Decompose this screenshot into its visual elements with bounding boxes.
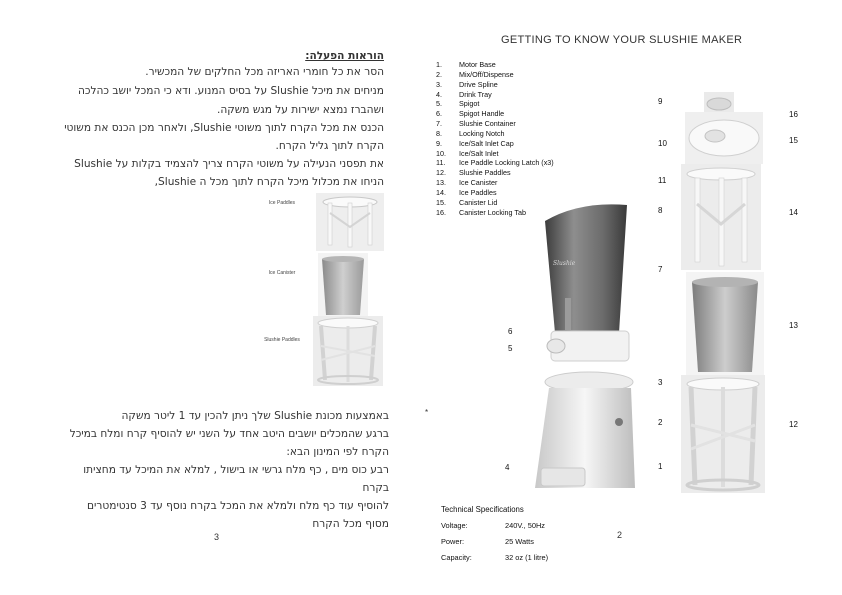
- page-number-left: 3: [214, 532, 220, 542]
- callout-1: 1: [658, 462, 663, 471]
- callout-7: 7: [658, 265, 663, 274]
- usage-line: ברגע שהמכלים יושבים היטב אחד על השני יש להוסיף קרח ומלח במיכל: [69, 428, 389, 440]
- usage-line: מסוף מכל הקרח: [312, 518, 389, 530]
- callout-4: 4: [505, 463, 510, 472]
- parts-list-item: 2. Mix/Off/Dispense: [436, 69, 514, 79]
- callout-9: 9: [658, 97, 663, 106]
- callout-3: 3: [658, 378, 663, 387]
- ice-canister-figure-right: [686, 272, 764, 378]
- usage-line: הקרח לפי המינון הבא:: [286, 446, 389, 458]
- callout-13: 13: [789, 321, 798, 330]
- usage-line: באמצעות מכונת Slushie שלך ניתן להכין עד 1 ליטר משקה: [121, 410, 389, 422]
- parts-list-item: 5. Spigot: [436, 99, 480, 109]
- ice-paddles-figure-right: [681, 164, 761, 270]
- instruction-line: מניחים את מיכל Slushie על בסיס המנוע. ודא כי המכל יושב כהלכה: [77, 85, 384, 97]
- parts-list-item: 7. Slushie Container: [436, 119, 516, 129]
- ice-canister-figure: [318, 253, 368, 319]
- page-title: GETTING TO KNOW YOUR SLUSHIE MAKER: [501, 34, 743, 46]
- parts-list-item: 13. Ice Canister: [436, 178, 498, 188]
- figure-label-ice-paddles: Ice Paddles: [268, 200, 296, 206]
- callout-16: 16: [789, 110, 798, 119]
- callout-2: 2: [658, 418, 663, 427]
- figure-label-slushie-paddles: Slushie Paddles: [264, 337, 300, 343]
- instruction-line: הסר את כל חומרי האריזה מכל החלקים של המכשיר.: [145, 66, 384, 78]
- spec-row-capacity: Capacity: 32 oz (1 litre): [441, 553, 549, 562]
- spec-row-power: Power: 25 Watts: [441, 537, 534, 546]
- callout-12: 12: [789, 420, 798, 429]
- parts-list: [436, 60, 554, 218]
- usage-line: רבע כוס מים , כף מלח גרשי או בישול , למלא את המיכל עד מחציתו: [83, 464, 389, 476]
- parts-list-item: 11. Ice Paddle Locking Latch (x3): [436, 158, 554, 168]
- slushie-paddles-figure-right: [681, 375, 765, 493]
- parts-list-item: 15. Canister Lid: [436, 197, 498, 207]
- inlet-cap-figure: [704, 92, 734, 114]
- parts-list-item: 9. Ice/Salt Inlet Cap: [436, 138, 514, 148]
- ice-paddles-figure: [316, 193, 384, 251]
- instruction-line: ושהברז נמצא ישירות על מגש משקה.: [216, 104, 384, 116]
- callout-10: 10: [658, 139, 667, 148]
- instruction-line: הכנס את מכל הקרח לתוך משוטי Slushie, ולאחר מכן הכנס את משוטי: [64, 122, 384, 134]
- specs-title: Technical Specifications: [441, 505, 524, 514]
- callout-14: 14: [789, 208, 798, 217]
- usage-line: בקרח: [362, 482, 389, 494]
- callout-8: 8: [658, 206, 663, 215]
- figure-label-ice-canister: Ice Canister: [268, 270, 296, 276]
- slushie-paddles-figure: [313, 316, 383, 386]
- parts-list-item: 6. Spigot Handle: [436, 109, 505, 119]
- instruction-line: הקרח לתוך גליל הקרח.: [275, 140, 384, 152]
- instructions-title: הוראות הפעלה:: [305, 50, 384, 62]
- parts-list-item: 8. Locking Notch: [436, 128, 505, 138]
- parts-list-item: 14. Ice Paddles: [436, 187, 497, 197]
- asterisk-mark: *: [425, 408, 429, 417]
- callout-11: 11: [658, 176, 667, 185]
- parts-list-item: 12. Slushie Paddles: [436, 168, 511, 178]
- motor-base-figure: [531, 370, 639, 495]
- instruction-line: את תפסני הנעילה על משוטי הקרח צריך להצמיד בקלות על Slushie: [74, 158, 384, 170]
- right-page: [421, 0, 842, 595]
- parts-list-item: 4. Drink Tray: [436, 89, 492, 99]
- parts-list-item: 10. Ice/Salt Inlet: [436, 148, 499, 158]
- slushie-container-figure: [539, 203, 634, 368]
- parts-list-item: 3. Drive Spline: [436, 79, 498, 89]
- callout-15: 15: [789, 136, 798, 145]
- spec-row-voltage: Voltage: 240V., 50Hz: [441, 521, 545, 530]
- parts-list-item: 16. Canister Locking Tab: [436, 207, 526, 217]
- callout-6: 6: [508, 327, 513, 336]
- page-number-right: 2: [617, 530, 623, 540]
- slushie-logo: Slushie: [553, 260, 576, 267]
- callout-5: 5: [508, 344, 513, 353]
- instruction-line: הניחו את מכלול מיכל הקרח לתוך מכל ה Slushie,: [154, 176, 384, 188]
- canister-lid-figure: [685, 112, 763, 164]
- parts-list-item: 1. Motor Base: [436, 60, 496, 69]
- usage-line: להוסיף עוד כף מלח ולמלא את המכל בקרח נוסף עד 3 סנטימטרים: [87, 500, 389, 512]
